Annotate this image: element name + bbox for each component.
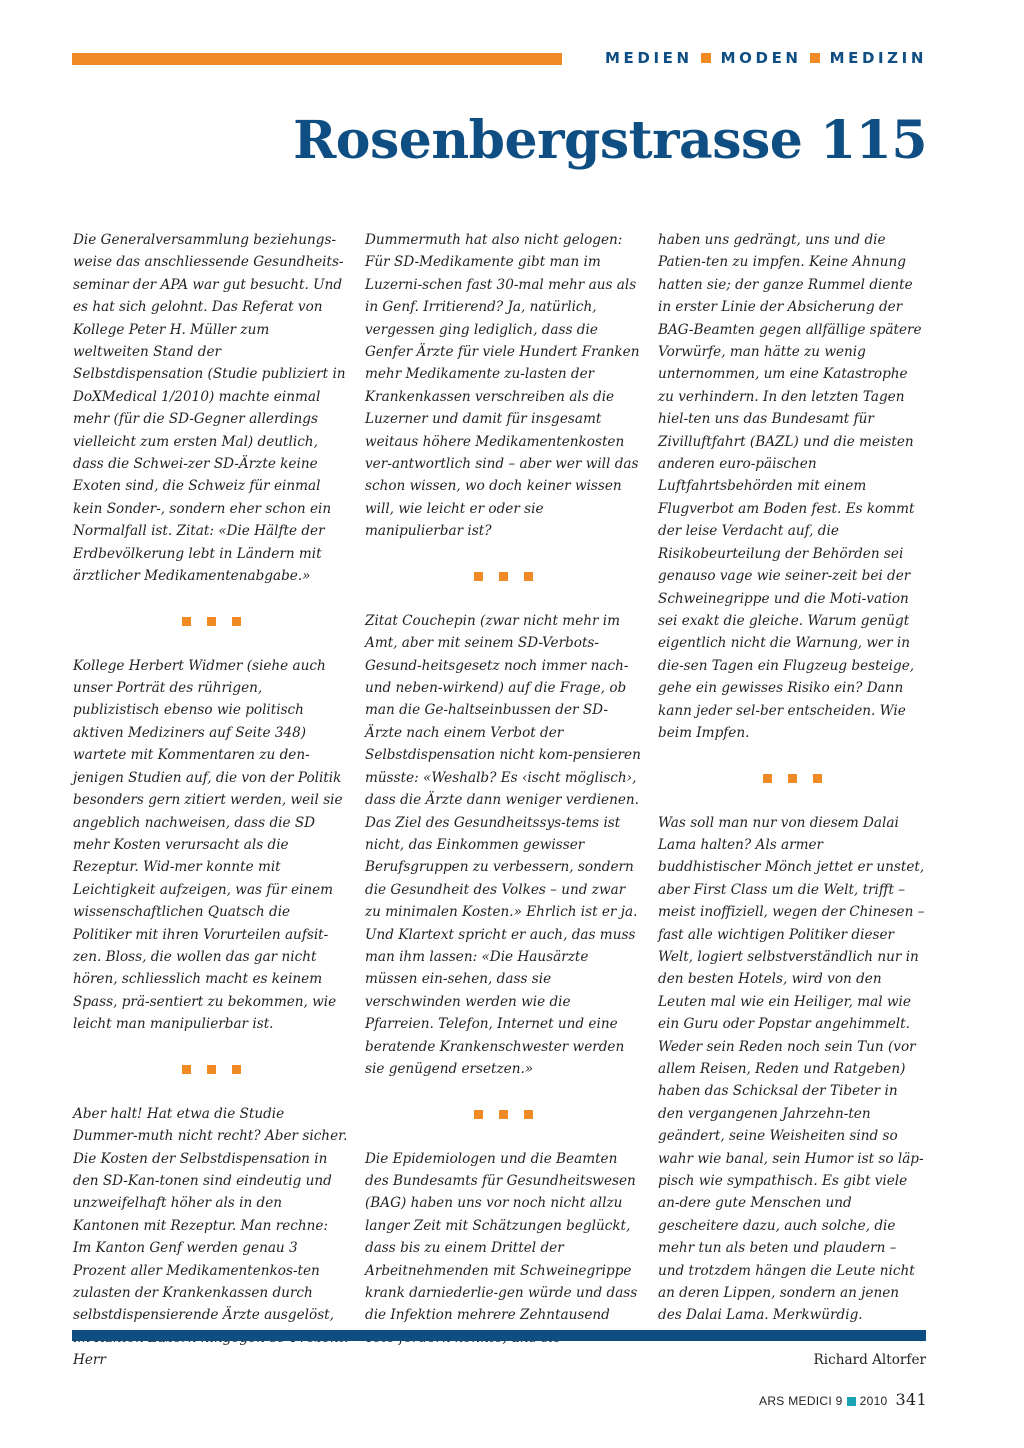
square-icon: [207, 1065, 216, 1074]
kicker-separator-icon: [810, 53, 820, 63]
section-divider: [365, 1103, 641, 1125]
square-icon: [474, 572, 483, 581]
square-icon: [763, 774, 772, 783]
journal-name: ARS MEDICI 9: [759, 1394, 843, 1408]
paragraph: Die Generalversammlung beziehungs-weise das anschliessende Gesundheits-seminar der APA war gut besucht. Und es hat sich gelohnt. Das Referat von Kollege Peter H. Müller zum weltweiten Stand der Selbstdispensation (Studie publiziert in DoXMedical 1/2010) machte einmal mehr (für die SD-Gegner allerdings vielleicht zum ersten Mal) deutlich, dass die Schwei-zer SD-Ärzte keine Exoten sind, die Schweiz für einmal kein Sonder-, sondern eher schon ein Normalfall ist. Zitat: «Die Hälfte der Erdbevölkerung lebt in Ländern mit ärztlicher Medikamentenabgabe.»: [73, 232, 346, 585]
square-icon: [474, 1110, 483, 1119]
square-icon: [499, 1110, 508, 1119]
square-icon: [232, 617, 241, 626]
square-icon: [182, 617, 191, 626]
top-accent-bar: [72, 53, 562, 65]
author-name: Richard Altorfer: [813, 1352, 926, 1369]
footer-square-icon: [847, 1397, 856, 1406]
section-divider: [73, 610, 349, 632]
square-icon: [232, 1065, 241, 1074]
paragraph: Zitat Couchepin (zwar nicht mehr im Amt, aber mit seinem SD-Verbots-Gesund-heitsgesetz noch immer nach- und neben-wirkend) auf die Frage, ob man die Ge-haltseinbussen der SD-Ärzte nach einem Verbot der Selbstdispensation nicht kom-pensieren müsste: «Weshalb? Es ‹ischt möglisch›, dass die Ärzte dann weniger verdienen. Das Ziel des Gesundheitssys-tems ist nicht, das Einkommen gewisser Berufsgruppen zu verbessern, sondern die Gesundheit des Volkes – und zwar zu minimalen Kosten.» Ehrlich ist er ja. Und Klartext spricht er auch, das muss man ihm lassen: «Die Hausärzte müssen ein-sehen, dass sie verschwinden werden wie die Pfarreien. Telefon, Internet und eine beratende Krankenschwester werden sie genügend ersetzen.»: [365, 612, 641, 1077]
paragraph: Aber halt! Hat etwa die Studie Dummer-muth nicht recht? Aber sicher. Die Kosten der Selbstdispensation in den SD-Kan-tonen sind eindeutig und unzweifelhaft höher als in den Kantonen mit Rezeptur. Man rechne: Im Kanton Genf werden genau 3 Prozent aller Medikamentenkos-ten zulasten der Krankenkassen durch selbstdispensierende Ärzte ausgelöst, Herr: [73, 1105, 348, 1369]
square-icon: [182, 1065, 191, 1074]
page-number: 341: [895, 1390, 927, 1409]
square-icon: [788, 774, 797, 783]
column-1: [73, 229, 349, 1372]
square-icon: [524, 572, 533, 581]
kicker-medien: MEDIEN: [605, 49, 693, 67]
paragraph: Die Epidemiologen und die Beamten des Bundesamts für Gesundheitswesen (BAG) haben uns vor noch nicht allzu langer Zeit mit Schätzungen beglückt, dass bis zu einem Drittel der Arbeitnehmenden mit Schweinegrippe krank darniederlie-gen würde und dass die Infektion mehrere Zehntausend: [365, 1150, 638, 1324]
square-icon: [207, 617, 216, 626]
paragraph: Was soll man nur von diesem Dalai Lama halten? Als armer buddhistischer Mönch jettet er unstet, aber First Class um die Welt, trifft – meist inoffiziell, wegen der Chinesen – fast alle wichtigen Politiker dieser Welt, logiert selbstverständlich nur in den besten Hotels, wird von den Leuten mal wie ein Heiliger, mal wie ein Guru oder Popstar angehimmelt. Weder sein Reden noch sein Tun (vor allem Reisen, Reden und Ratgeben) haben das Schicksal der Tibeter in den vergangenen Jahrzehn-ten geändert, seine Weisheiten sind so wahr wie banal, sein Humor ist so läp-pisch wie sympathisch. Es gibt viele an-dere gute Menschen und gescheitere dazu, auch solche, die mehr tun als beten und plaudern – und trotzdem hängen die Leute nicht an deren Lippen, sondern an jenen des Dalai Lama. Merkwürdig.: [658, 814, 925, 1324]
section-divider: [73, 1058, 349, 1080]
section-kicker: [605, 49, 927, 67]
kicker-medizin: MEDIZIN: [829, 49, 927, 67]
kicker-separator-icon: [701, 53, 711, 63]
section-divider: [658, 767, 926, 789]
paragraph: haben uns gedrängt, uns und die Patien-ten zu impfen. Keine Ahnung hatten sie; der ganze Rummel diente in erster Linie der Absicherung der BAG-Beamten gegen allfällige spätere Vorwürfe, man hätte zu wenig unternommen, um eine Katastrophe zu verhindern. In den letzten Tagen hiel-ten uns das Bundesamt für Zivilluftfahrt (BAZL) und die meisten anderen euro-päischen Luftfahrtsbehörden mit einem Flugverbot am Boden fest. Es kommt der leise Verdacht auf, die Risikobeurteilung der Behörden sei genauso vage wie seiner-zeit bei der Schweinegrippe und die Moti-vation sei exakt die gleiche. Warum genügt eigentlich nicht die Warnung, wer in die-sen Tagen ein Flugzeug besteige, gehe ein gewisses Risiko ein? Dann kann jeder sel-ber entscheiden. Wie beim Impfen.: [658, 232, 922, 741]
square-icon: [524, 1110, 533, 1119]
kicker-moden: MODEN: [720, 49, 802, 67]
paragraph: Kollege Herbert Widmer (siehe auch unser Porträt des rührigen, publizistisch ebenso wie politisch aktiven Mediziners auf Seite 348) wartete mit Kommentaren zu den-jenigen Studien auf, die von der Politik besonders gern zitiert werden, weil sie angeblich nachweisen, dass die SD mehr Kosten verursacht als die Rezeptur. Wid-mer konnte mit Leichtigkeit aufzeigen, was für einem wissenschaftlichen Quatsch die Politiker mit ihren Vorurteilen aufsit-zen. Bloss, die wollen das gar nicht hören, schliesslich macht es keinem Spass, prä-sentiert zu bekommen, wie leicht man manipulierbar ist.: [73, 657, 343, 1033]
square-icon: [499, 572, 508, 581]
page-title: Rosenbergstrasse 115: [293, 110, 927, 171]
page-footer: [759, 1390, 927, 1409]
section-divider: [365, 565, 641, 587]
column-3: [658, 229, 926, 1372]
bottom-rule: [72, 1330, 926, 1341]
column-2: [365, 229, 641, 1349]
square-icon: [813, 774, 822, 783]
paragraph: Dummermuth hat also nicht gelogen: Für SD-Medikamente gibt man im Luzerni-schen fast 30-mal mehr aus als in Genf. Irritierend? Ja, natürlich, vergessen ging lediglich, dass die Genfer Ärzte für viele Hundert Franken mehr Medikamente zu-lasten der Krankenkassen verschreiben als die Luzerner und damit für insgesamt weitaus höhere Medikamentenkosten ver-antwortlich sind – aber wer will das schon wissen, wo doch keiner wissen will, wie leicht er oder sie manipulierbar ist?: [365, 232, 640, 540]
journal-year: 2010: [859, 1394, 888, 1408]
